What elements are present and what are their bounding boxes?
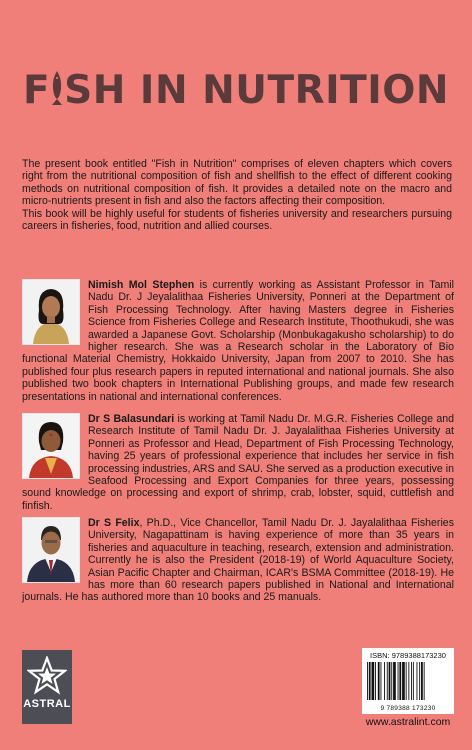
book-title xyxy=(0,68,472,113)
author-bio-1 xyxy=(22,279,454,403)
book-title-text: F SH IN NUTRITION xyxy=(22,68,450,113)
isbn-label: ISBN: 9789388173230 xyxy=(370,651,446,660)
author-bio-3 xyxy=(22,517,454,604)
author-photo-2 xyxy=(22,413,80,479)
description-paragraph-1: The present book entitled "Fish in Nutrition" comprises of eleven chapters which covers right from the nutritional composition of fish and shellfish to the effect of different cooking methods on nutritional composition of fish. It provides a detailed note on the macro and micro-nutrients present in fish and also the factors affecting their composition. xyxy=(22,158,452,208)
publisher-logo xyxy=(22,650,72,724)
author-text-2: is working at Tamil Nadu Dr. M.G.R. Fisheries College and Research Institute of Tamil Nadu Dr. J. Jayalalithaa Fisheries University at Ponneri as Professor and Head, Department of Fish Processing Technology, having 25 years of professional experience that includes her service in fish processing industries, ARS and SAU. She served as a production executive in Seafood Processing and Export Companies for three years, possessing sound knowledge on processing and export of shrimp, crab, lobster, squid, cuttlefish and finfish. xyxy=(22,413,454,512)
author-name-2: Dr S Balasundari xyxy=(88,413,175,425)
author-photo-1 xyxy=(22,279,80,345)
book-description xyxy=(22,158,452,232)
publisher-website: www.astralint.com xyxy=(365,716,451,728)
barcode-bars xyxy=(366,662,450,700)
fish-icon xyxy=(50,71,64,105)
isbn-barcode xyxy=(362,648,454,714)
publisher-brand: ASTRAL xyxy=(23,698,71,710)
star-icon xyxy=(27,656,67,696)
author-text-1: is currently working as Assistant Professor in Tamil Nadu Dr. J Jeyalalithaa Fisheries University, Ponneri at the Department of Fish Processing Technology. After having Masters degree in Fisheries Science from Fisheries College and Research Institute, Thoothukudi, she was awarded a Japanese Govt. Scholarship (Monbukagakusho scholarship) to do higher research. She was a Research scholar in the Laboratory of Bio functional Material Chemistry, Hokkaido University, Japan from 2007 to 2010. She has published four plus research papers in reputed international and national journals. She also published two book chapters in International Publishing groups, and made few research presentations in national and international conferences. xyxy=(22,279,454,403)
barcode-digits: 9 789388 173230 xyxy=(380,705,436,712)
author-photo-3 xyxy=(22,517,80,583)
description-paragraph-2: This book will be highly useful for students of fisheries university and researchers pursuing careers in fisheries, food, nutrition and allied courses. xyxy=(22,207,452,233)
author-name-1: Nimish Mol Stephen xyxy=(88,279,195,291)
author-text-3: , Ph.D., Vice Chancellor, Tamil Nadu Dr. J. Jayalalithaa Fisheries University, Nagapattinam is having experience of more than 35 years in fisheries and aquaculture in teaching, research, extension and administration. Currently he is also the President (2018-19) of World Aquaculture Society, Asian Pacific Chapter and Chairman, ICAR's BSMA Committee (2018-19). He has more than 60 research papers published in National and International journals. He has authored more than 10 books and 25 manuals. xyxy=(22,517,454,604)
author-bio-2 xyxy=(22,413,454,512)
author-name-3: Dr S Felix xyxy=(88,517,140,529)
